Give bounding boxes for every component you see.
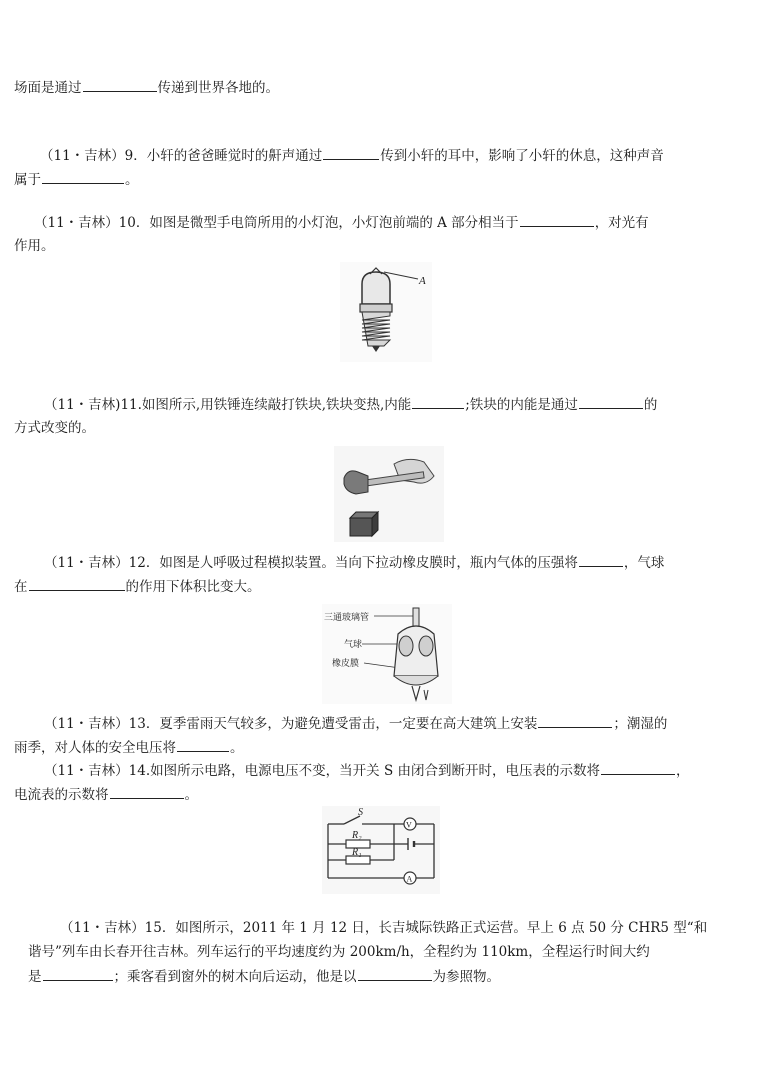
breathing-model-figure: [322, 604, 452, 704]
label-balloon: 气球: [344, 640, 363, 650]
circuit-figure: [322, 806, 440, 894]
q8-blank: [83, 77, 157, 92]
q12-blank-1: [579, 552, 623, 567]
q9-text-c: 属于: [14, 172, 41, 188]
q10-text-a: （11・吉林）10．如图是微型手电筒所用的小灯泡，小灯泡前端的 A 部分相当于: [34, 215, 519, 231]
q15-blank-2: [358, 966, 432, 981]
q13-line-2: [14, 737, 244, 758]
q14-line-2: [14, 784, 198, 805]
q8-text-a: 场面是通过: [14, 80, 82, 96]
q15-blank-1: [43, 966, 113, 981]
iron-block: [350, 518, 372, 536]
label-v: V: [406, 820, 412, 830]
q15-line-1: [60, 918, 707, 938]
q13-text-a: （11・吉林）13．夏季雷雨天气较多，为避免遭受雷击，一定要在高大建筑上安装: [44, 716, 538, 732]
q12-line-1: [44, 552, 664, 573]
balloon-left: [399, 636, 413, 656]
bulb-glass: [362, 272, 390, 304]
q13-line-1: [44, 713, 667, 734]
q15-text-c: 是: [28, 969, 42, 985]
bulb-figure: [340, 262, 432, 362]
q12-text-c: 在: [14, 579, 28, 595]
q12-line-2: [14, 576, 261, 597]
q15-text-e: 为参照物。: [432, 969, 500, 985]
q13-text-b: ；潮湿的: [613, 716, 668, 732]
q10-text-b: ，对光有: [594, 215, 649, 231]
q15-line-3: [28, 966, 500, 987]
q14-text-b: ，: [675, 763, 690, 779]
q11-line-2: [14, 418, 95, 438]
q13-text-c: 雨季，对人体的安全电压将: [14, 740, 176, 756]
q14-blank-2: [110, 784, 184, 799]
hammer-figure: [334, 446, 444, 542]
q13-blank-1: [538, 713, 612, 728]
q9-text-a: （11・吉林）9．小轩的爸爸睡觉时的鼾声通过: [40, 148, 323, 164]
q11-blank-2: [579, 394, 643, 409]
label-a: A: [419, 275, 426, 287]
q11-text-a: （11・吉林)11.如图所示,用铁锤连续敲打铁块,铁块变热,内能: [44, 397, 412, 413]
q9-text-b: 传到小轩的耳中，影响了小轩的休息，这种声音: [380, 148, 664, 164]
q14-blank-1: [601, 760, 675, 775]
q9-line-1: [40, 145, 664, 166]
q12-text-d: 的作用下体积比变大。: [125, 579, 261, 595]
q13-text-d: 。: [230, 740, 244, 756]
q8-tail-line: [14, 77, 279, 98]
q15-text-b: 谐号”列车由长春开往吉林。列车运行的平均速度约为 200km/h，全程约为 110km，全程运行时间大约: [28, 944, 650, 960]
q15-text-d: ；乘客看到窗外的树木向后运动，他是以: [113, 969, 357, 985]
q9-blank-2: [42, 169, 124, 184]
q12-blank-2: [29, 576, 125, 591]
q9-text-d: 。: [125, 172, 139, 188]
q9-line-2: [14, 169, 139, 190]
label-membrane: 橡皮膜: [332, 659, 360, 669]
q10-line-1: [34, 212, 649, 233]
label-a: A: [406, 874, 413, 884]
label-tube: 三通玻璃管: [324, 613, 370, 623]
q12-text-b: ，气球: [623, 555, 665, 571]
q14-text-d: 。: [184, 787, 198, 803]
label-r1: R₁: [352, 847, 362, 858]
hammer-head: [344, 471, 368, 494]
q8-text-b: 传递到世界各地的。: [157, 80, 279, 96]
q10-line-2: [14, 236, 55, 256]
q12-text-a: （11・吉林）12．如图是人呼吸过程模拟装置。当向下拉动橡皮膜时，瓶内气体的压强将: [44, 555, 578, 571]
q11-text-c: 的: [643, 397, 658, 413]
q15-line-2: [28, 942, 650, 962]
q10-text-c: 作用。: [14, 238, 55, 254]
q11-line-1: [44, 394, 657, 415]
q14-text-a: （11・吉林）14.如图所示电路，电源电压不变，当开关 S 由闭合到断开时，电压表的示数将: [44, 763, 600, 779]
q10-blank: [520, 212, 594, 227]
q9-blank-1: [323, 145, 379, 160]
label-s: S: [358, 807, 363, 818]
q13-blank-2: [177, 737, 229, 752]
label-r2: R₂: [352, 830, 362, 841]
q14-text-c: 电流表的示数将: [14, 787, 109, 803]
q11-text-b: ;铁块的内能是通过: [465, 397, 578, 413]
q11-blank-1: [412, 394, 464, 409]
q15-text-a: （11・吉林）15．如图所示，2011 年 1 月 12 日，长吉城际铁路正式运营。早上 6 点 50 分 CHR5 型“和: [60, 920, 708, 936]
q14-line-1: [44, 760, 689, 781]
balloon-right: [419, 636, 433, 656]
q11-text-d: 方式改变的。: [14, 420, 95, 436]
